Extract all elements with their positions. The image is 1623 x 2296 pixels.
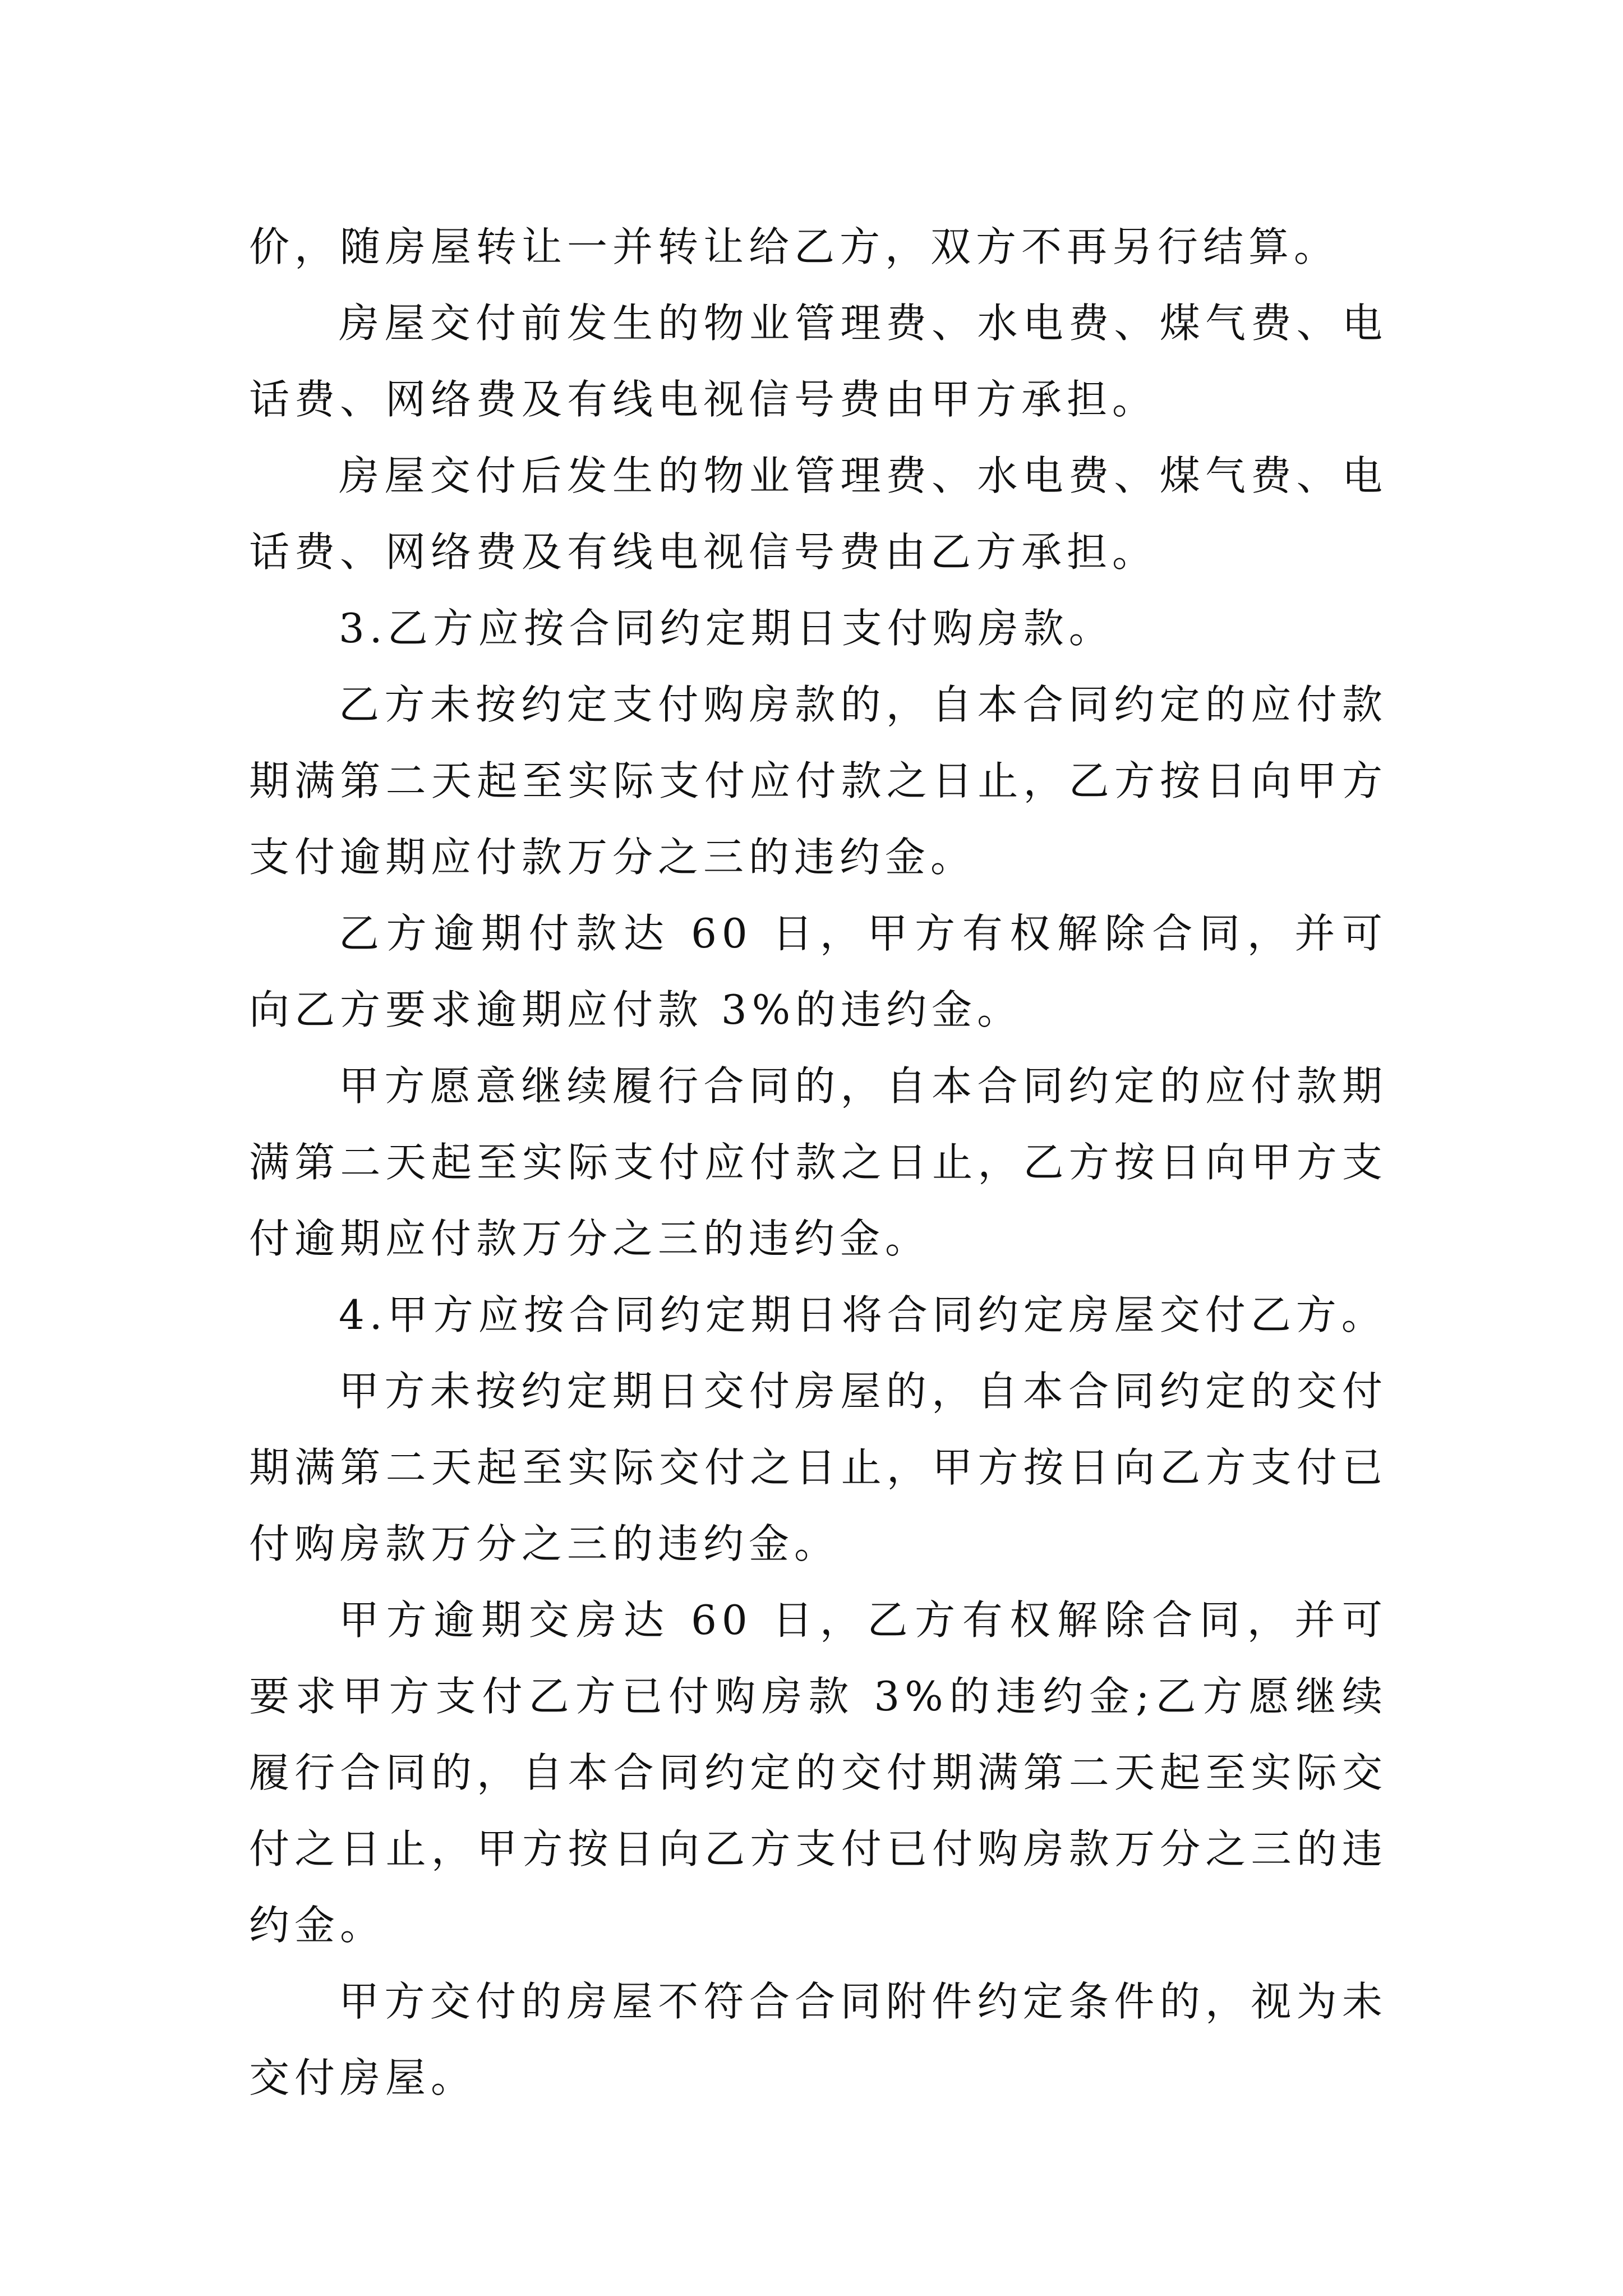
document-body bbox=[249, 209, 1387, 2116]
paragraph-3: 房屋交付后发生的物业管理费、水电费、煤气费、电话费、网络费及有线电视信号费由乙方承担。 bbox=[249, 452, 1387, 576]
paragraph-4: 3.乙方应按合同约定期日支付购房款。 bbox=[339, 605, 1114, 652]
paragraph-9: 甲方未按约定期日交付房屋的，自本合同约定的交付期满第二天起至实际交付之日止，甲方按日向乙方支付已付购房款万分之三的违约金。 bbox=[249, 1368, 1387, 1567]
paragraph-2: 房屋交付前发生的物业管理费、水电费、煤气费、电话费、网络费及有线电视信号费由甲方承担。 bbox=[249, 300, 1387, 423]
paragraph-1: 价，随房屋转让一并转让给乙方，双方不再另行结算。 bbox=[249, 223, 1340, 270]
paragraph-11: 甲方交付的房屋不符合合同附件约定条件的，视为未交付房屋。 bbox=[249, 1978, 1387, 2101]
paragraph-10: 甲方逾期交房达 60 日，乙方有权解除合同，并可要求甲方支付乙方已付购房款 3%的违约金;乙方愿继续履行合同的，自本合同约定的交付期满第二天起至实际交付之日止，甲方按日向乙方支付已付购房款万分之三的违约金。 bbox=[249, 1596, 1387, 1949]
paragraph-8: 4.甲方应按合同约定期日将合同约定房屋交付乙方。 bbox=[339, 1291, 1387, 1338]
paragraph-5: 乙方未按约定支付购房款的，自本合同约定的应付款期满第二天起至实际支付应付款之日止，乙方按日向甲方支付逾期应付款万分之三的违约金。 bbox=[249, 681, 1387, 881]
paragraph-6: 乙方逾期付款达 60 日，甲方有权解除合同，并可向乙方要求逾期应付款 3%的违约金。 bbox=[249, 910, 1387, 1033]
paragraph-7: 甲方愿意继续履行合同的，自本合同约定的应付款期满第二天起至实际支付应付款之日止，乙方按日向甲方支付逾期应付款万分之三的违约金。 bbox=[249, 1062, 1387, 1262]
